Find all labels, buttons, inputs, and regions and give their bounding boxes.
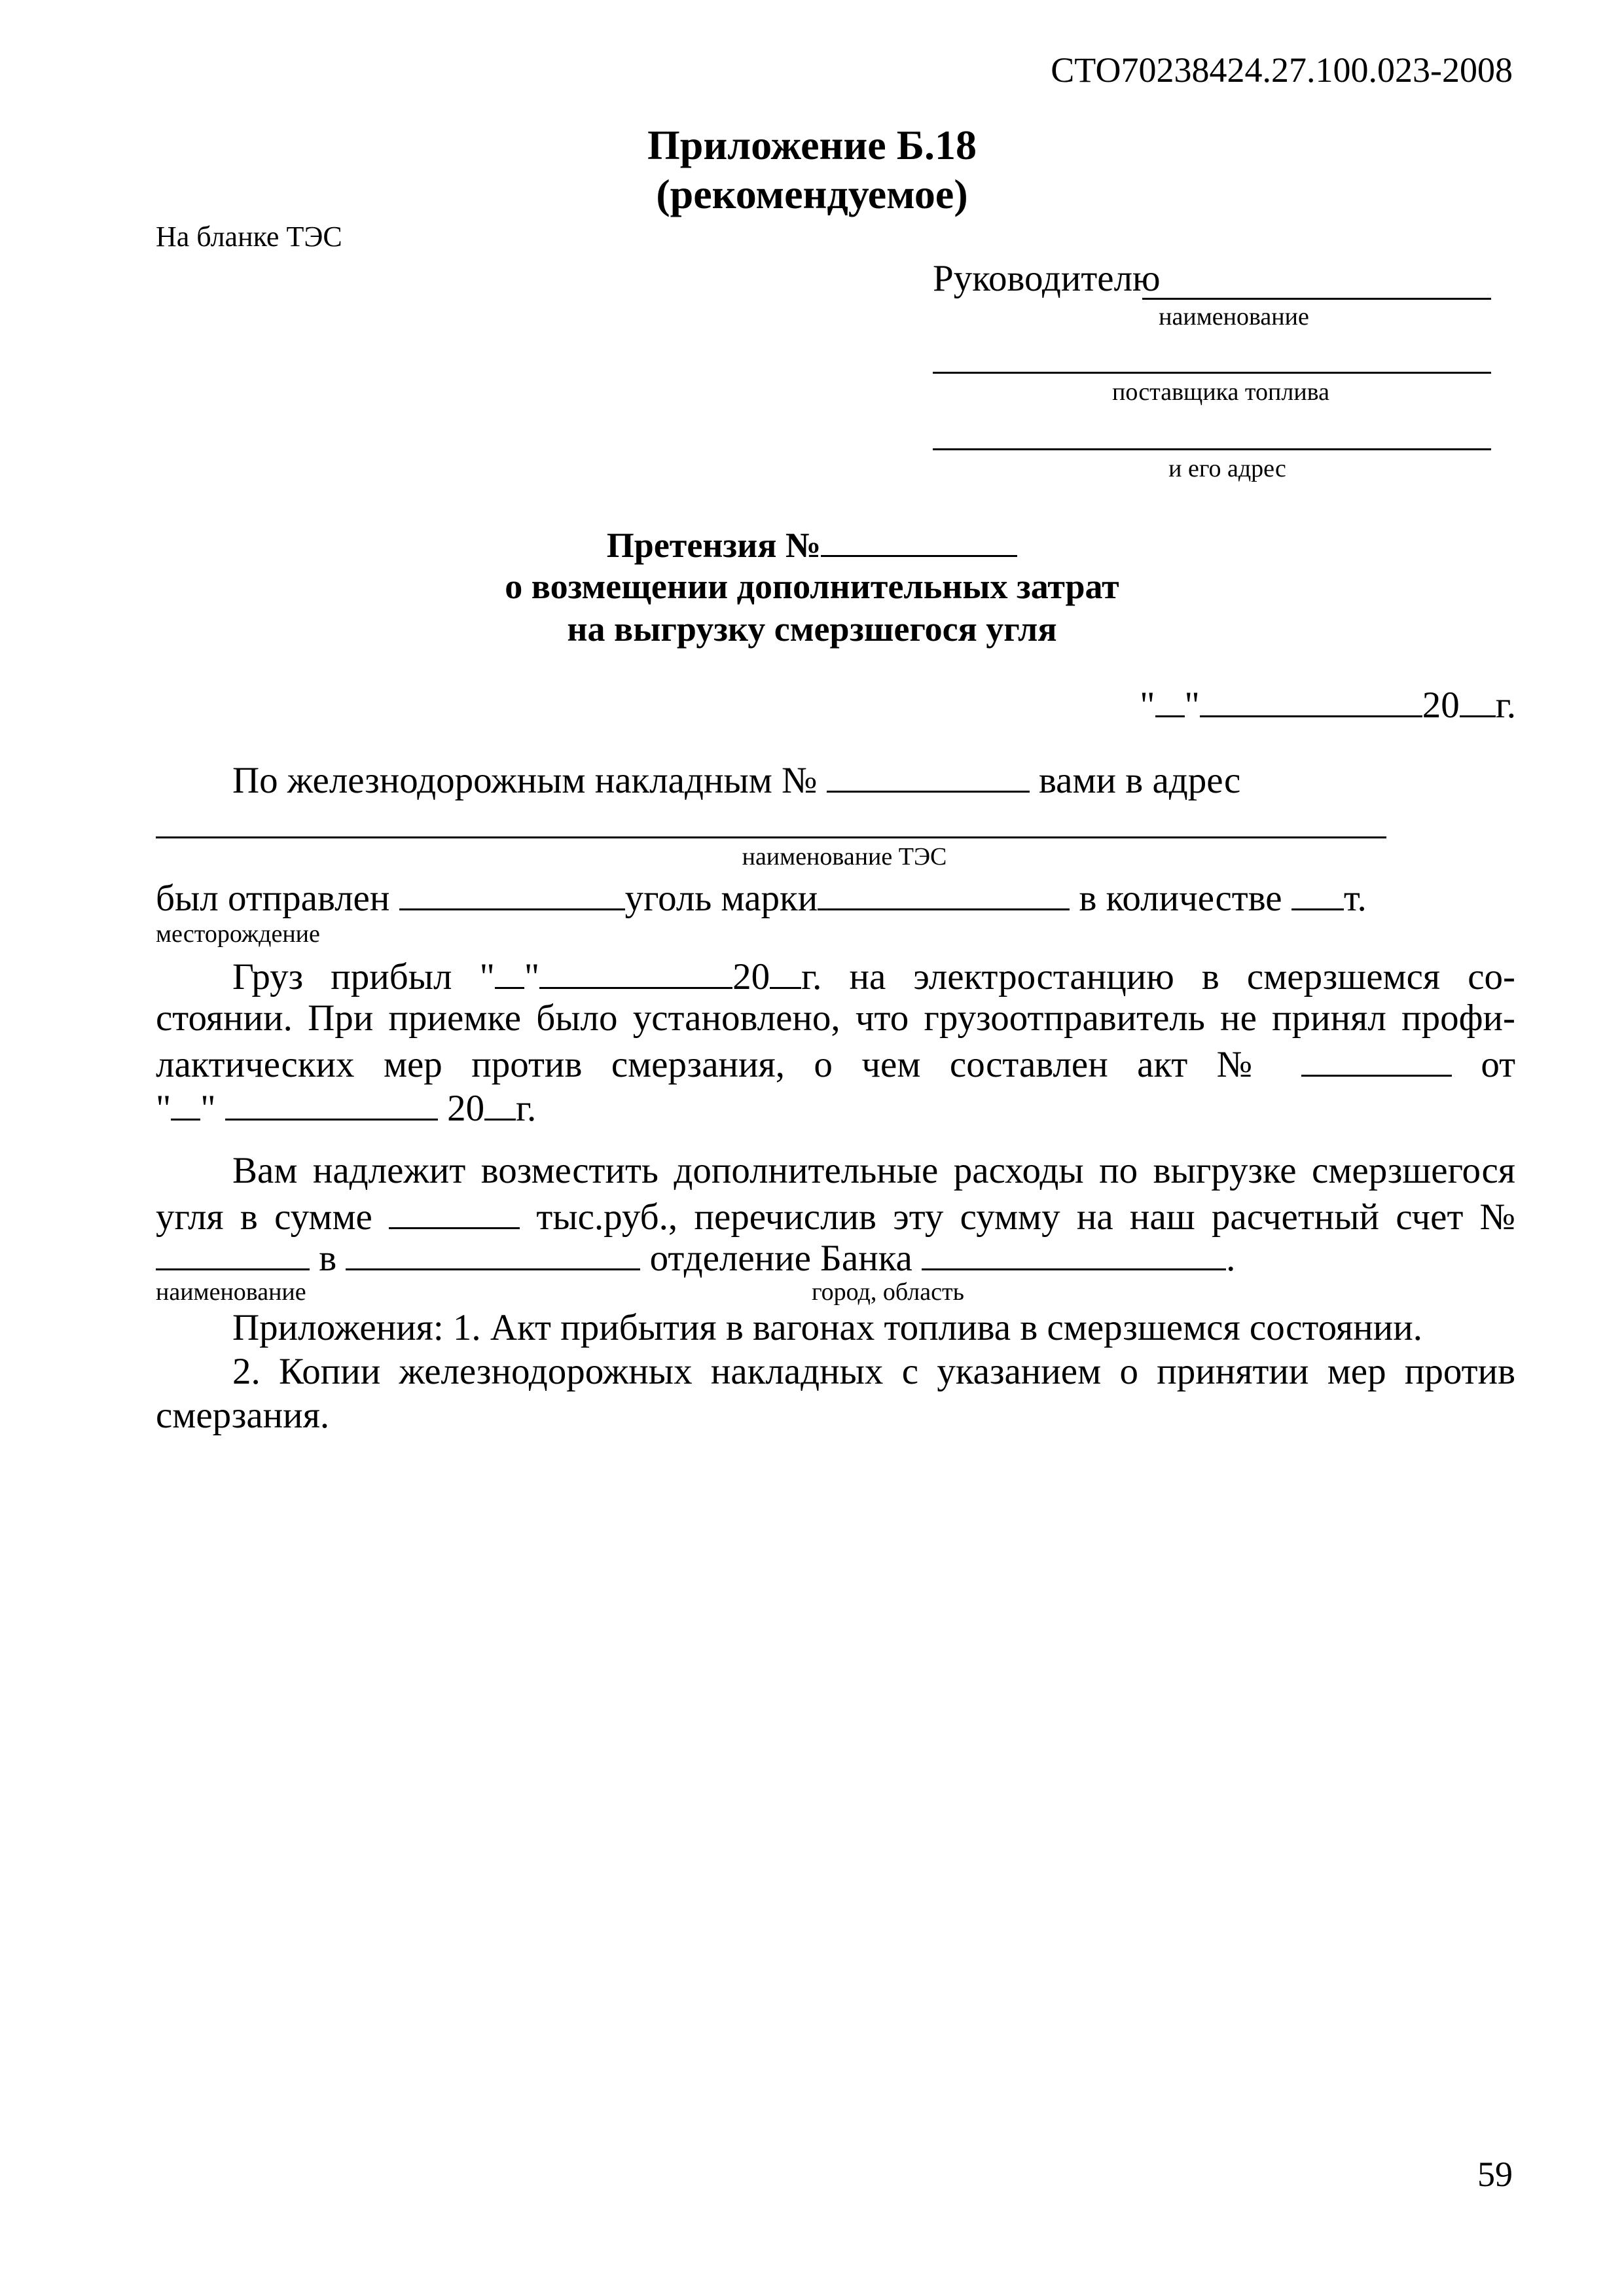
act-day-blank[interactable] xyxy=(171,1087,200,1121)
date-year-prefix: 20 xyxy=(1422,685,1460,726)
p4-l3-b: отделение Банка xyxy=(649,1238,912,1279)
caption-tes: наименование ТЭС xyxy=(742,843,947,870)
p3-l3-b: от xyxy=(1481,1044,1516,1085)
appendix-title: Приложение Б.18 xyxy=(647,122,977,168)
caption-city: город, область xyxy=(812,1278,964,1306)
bank-city-blank[interactable] xyxy=(922,1237,1226,1270)
page-number: 59 xyxy=(1477,2155,1513,2194)
act-month-blank[interactable] xyxy=(225,1087,438,1121)
p3-l1-a: Груз прибыл " xyxy=(232,956,495,997)
claim-line-3: на выгрузку смерзшегося угля xyxy=(567,609,1057,649)
attachment-2-line-1: 2. Копии железнодорожных накладных с указанием о принятии мер против xyxy=(232,1351,1515,1392)
date-year-suffix: г. xyxy=(1495,685,1516,726)
p2-b: уголь марки xyxy=(624,878,818,919)
p4-l2-b: тыс.руб., перечислив эту сумму на наш расчетный счет № xyxy=(536,1196,1516,1238)
coal-grade-blank[interactable] xyxy=(818,877,1070,910)
date-close-quote: " xyxy=(1184,685,1200,726)
p3-line-2: стоянии. При приемке было установлено, что грузоотправитель не принял профи- xyxy=(156,997,1515,1039)
account-blank[interactable] xyxy=(156,1237,310,1270)
p3-l1-b: " xyxy=(524,956,540,997)
bank-name-blank[interactable] xyxy=(346,1237,640,1270)
addressee-name-line xyxy=(1142,298,1491,300)
arrival-year-blank[interactable] xyxy=(770,956,801,989)
tes-name-line xyxy=(156,836,1386,838)
p1-start: По железнодорожным накладным № xyxy=(232,760,818,801)
claim-title xyxy=(0,524,1624,565)
quantity-blank[interactable] xyxy=(1291,877,1344,910)
claim-line-2: о возмещении дополнительных затрат xyxy=(505,567,1119,606)
p4-line-2 xyxy=(156,1196,1515,1236)
date-line xyxy=(1140,684,1516,724)
caption-deposit: месторождение xyxy=(156,920,320,948)
amount-blank[interactable] xyxy=(389,1196,520,1229)
addressee-address-line xyxy=(933,448,1491,450)
arrival-month-blank[interactable] xyxy=(539,956,732,989)
p3-l3-a: лактических мер против смерзания, о чем составлен акт № xyxy=(156,1044,1272,1085)
paragraph-1 xyxy=(232,759,1240,799)
waybill-number-blank[interactable] xyxy=(827,759,1030,793)
paragraph-2 xyxy=(156,877,1367,917)
p3-l1-c: 20 xyxy=(732,956,770,997)
p3-l4-a: " xyxy=(156,1088,171,1129)
p3-l4-d: г. xyxy=(516,1088,537,1129)
caption-name: наименование xyxy=(1159,303,1309,331)
addressee-supplier-line xyxy=(933,372,1491,374)
p2-d: т. xyxy=(1343,878,1367,919)
date-day-blank[interactable] xyxy=(1155,684,1185,717)
p4-line-3 xyxy=(156,1237,1235,1277)
caption-address: и его адрес xyxy=(1168,455,1286,482)
appendix-subtitle: (рекомендуемое) xyxy=(656,171,968,217)
addressee-label-text: Руководителю xyxy=(933,258,1161,299)
arrival-day-blank[interactable] xyxy=(495,956,524,989)
date-open-quote: " xyxy=(1140,685,1155,726)
caption-supplier: поставщика топлива xyxy=(1112,378,1329,406)
claim-number-blank[interactable] xyxy=(821,524,1017,557)
p1-end: вами в адрес xyxy=(1039,760,1241,801)
p3-l4-c: 20 xyxy=(447,1088,485,1129)
date-year-blank[interactable] xyxy=(1460,684,1496,717)
p3-l4-b: " xyxy=(200,1088,216,1129)
attachment-1: Приложения: 1. Акт прибытия в вагонах топлива в смерзшемся состоянии. xyxy=(232,1307,1422,1348)
date-month-blank[interactable] xyxy=(1200,684,1422,717)
p3-l1-d: г. на электростанцию в смерзшемся со- xyxy=(801,956,1515,997)
p2-a: был отправлен xyxy=(156,878,390,919)
p4-l3-a: в xyxy=(319,1238,337,1279)
p3-line-3 xyxy=(156,1043,1515,1083)
p4-l3-c: . xyxy=(1226,1238,1236,1279)
claim-title-text: Претензия № xyxy=(606,526,821,565)
p4-line-1: Вам надлежит возместить дополнительные расходы по выгрузке смерзшегося xyxy=(232,1150,1515,1191)
act-number-blank[interactable] xyxy=(1301,1043,1452,1077)
p4-l2-a: угля в сумме xyxy=(156,1196,372,1238)
deposit-blank[interactable] xyxy=(399,877,625,910)
letterhead-note: На бланке ТЭС xyxy=(156,221,342,253)
attachment-2-line-2: смерзания. xyxy=(156,1395,330,1436)
addressee-label xyxy=(933,260,1161,297)
standard-code: СТО70238424.27.100.023-2008 xyxy=(1051,50,1513,90)
act-year-blank[interactable] xyxy=(484,1087,516,1121)
p3-line-4 xyxy=(156,1087,536,1127)
p3-line-1 xyxy=(232,956,1515,996)
p2-c: в количестве xyxy=(1079,878,1282,919)
caption-bank-name: наименование xyxy=(156,1278,306,1306)
